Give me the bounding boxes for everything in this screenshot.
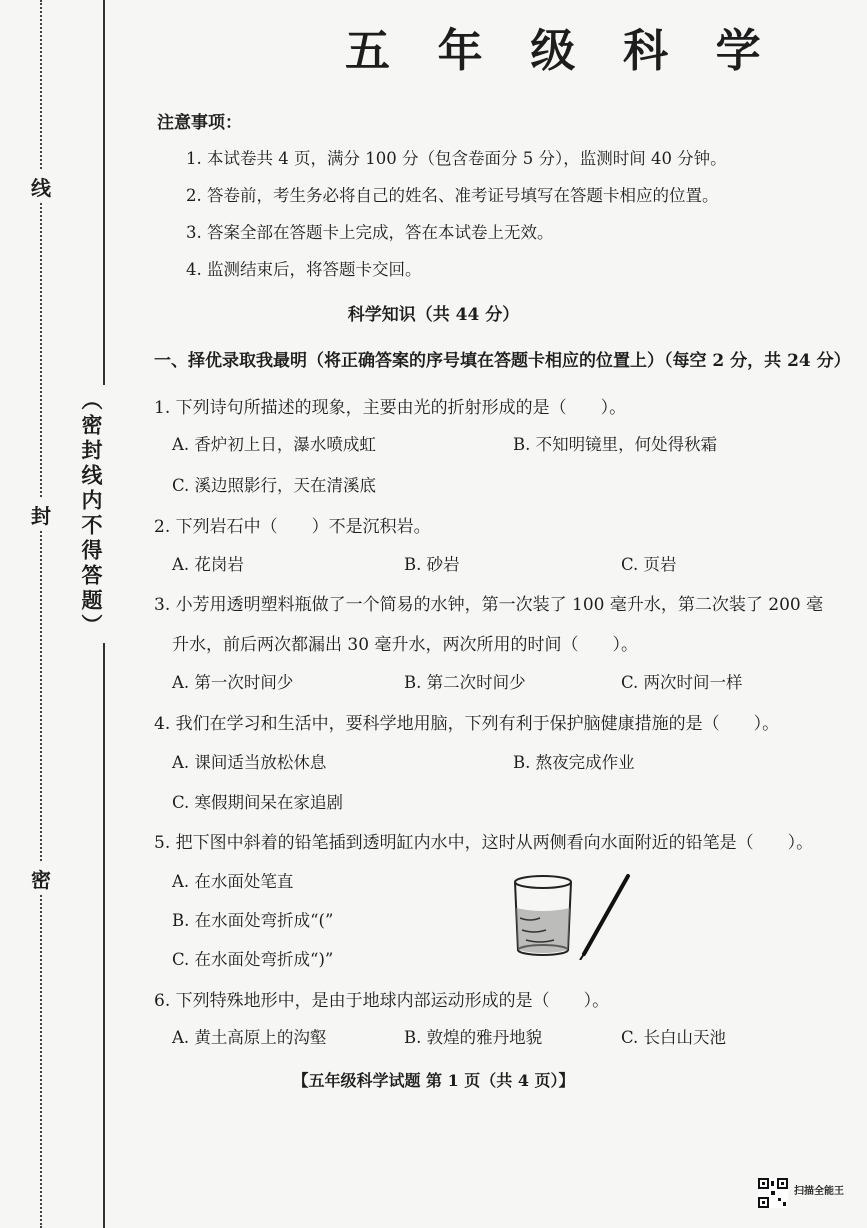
page-footer: 【五年级科学试题 第 1 页（共 4 页）】 xyxy=(292,1071,575,1090)
notice-heading: 注意事项： xyxy=(157,113,242,133)
question-option: C. 两次时间一样 xyxy=(621,673,743,692)
question-option: C. 页岩 xyxy=(621,555,677,574)
question-stem: 6. 下列特殊地形中，是由于地球内部运动形成的是（ ）。 xyxy=(154,991,610,1011)
question-option: A. 花岗岩 xyxy=(172,555,244,574)
notice-item: 2. 答卷前，考生务必将自己的姓名、准考证号填写在答题卡相应的位置。 xyxy=(186,186,719,205)
question-option: B. 不知明镜里，何处得秋霜 xyxy=(513,435,718,454)
question-option: A. 第一次时间少 xyxy=(172,673,294,692)
notice-item: 1. 本试卷共 4 页，满分 100 分（包含卷面分 5 分），监测时间 40 分钟。 xyxy=(186,149,727,168)
question-option: A. 黄土高原上的沟壑 xyxy=(172,1028,327,1047)
question-stem: 1. 下列诗句所描述的现象，主要由光的折射形成的是（ ）。 xyxy=(154,398,627,418)
question-stem-continued: 升水，前后两次都漏出 30 毫升水，两次所用的时间（ ）。 xyxy=(172,635,638,655)
question-option: A. 香炉初上日，瀑水喷成虹 xyxy=(172,435,376,454)
binding-char-mi: 密 xyxy=(30,862,52,895)
scanner-watermark xyxy=(758,1178,854,1212)
question-option: C. 溪边照影行，天在清溪底 xyxy=(172,476,377,495)
question-option: B. 敦煌的雅丹地貌 xyxy=(404,1028,543,1047)
question-option: B. 熬夜完成作业 xyxy=(513,753,635,772)
part-one-heading: 一、择优录取我最明（将正确答案的序号填在答题卡相应的位置上）（每空 2 分，共 24 分） xyxy=(154,351,851,371)
question-option: A. 课间适当放松休息 xyxy=(172,753,327,772)
question-stem: 2. 下列岩石中（ ）不是沉积岩。 xyxy=(154,517,431,537)
binding-char-xian: 线 xyxy=(30,170,52,203)
question-stem: 5. 把下图中斜着的铅笔插到透明缸内水中，这时从两侧看向水面附近的铅笔是（ ）。 xyxy=(154,833,814,853)
question-stem: 3. 小芳用透明塑料瓶做了一个简易的水钟，第一次装了 100 毫升水，第二次装了 200 毫 xyxy=(154,595,824,615)
question-option: C. 在水面处弯折成“)” xyxy=(172,950,334,969)
question-option: B. 第二次时间少 xyxy=(404,673,526,692)
question-option: A. 在水面处笔直 xyxy=(172,872,294,891)
question-option: B. 砂岩 xyxy=(404,555,460,574)
question-option: C. 长白山天池 xyxy=(621,1028,727,1047)
binding-note: （密封线内不得答题） xyxy=(76,385,106,643)
notice-item: 4. 监测结束后，将答题卡交回。 xyxy=(186,260,422,279)
exam-title: 五 年 级 科 学 xyxy=(345,24,777,77)
binding-margin xyxy=(0,0,105,1228)
question-option: B. 在水面处弯折成“(” xyxy=(172,911,334,930)
pencil-water-figure xyxy=(510,870,640,960)
question-option: C. 寒假期间呆在家追剧 xyxy=(172,793,344,812)
binding-char-feng: 封 xyxy=(30,498,52,531)
notice-item: 3. 答案全部在答题卡上完成，答在本试卷上无效。 xyxy=(186,223,554,242)
qr-code-icon xyxy=(758,1178,788,1208)
section-title: 科学知识（共 44 分） xyxy=(347,305,520,325)
scanner-label: 扫描全能王 xyxy=(794,1186,844,1197)
question-stem: 4. 我们在学习和生活中，要科学地用脑，下列有利于保护脑健康措施的是（ ）。 xyxy=(154,714,780,734)
